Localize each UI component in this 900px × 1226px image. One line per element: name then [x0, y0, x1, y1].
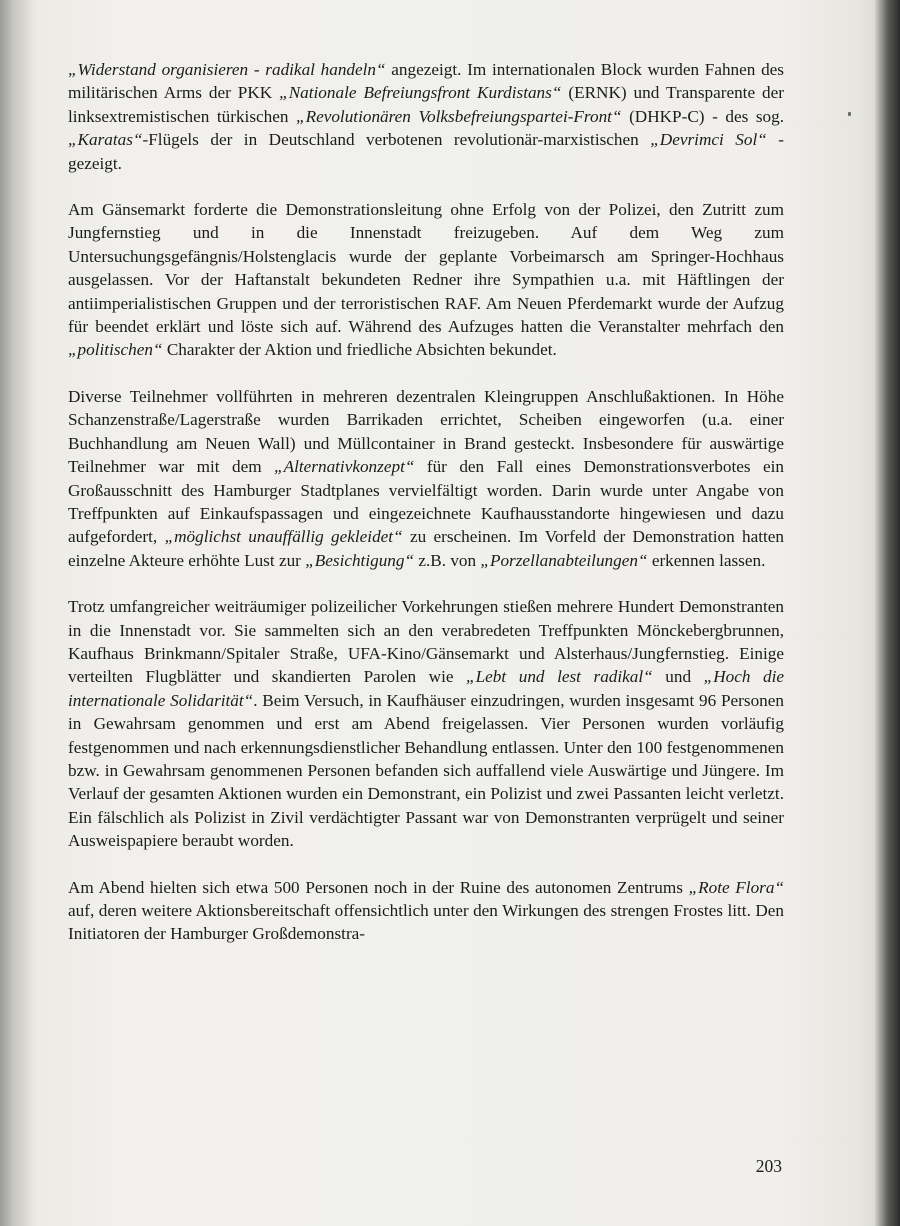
italic-quote: „Lebt und lest radikal“ [466, 667, 653, 687]
page-number: 203 [755, 1156, 782, 1176]
page-edge-shadow [874, 0, 900, 1226]
paragraph-2 [68, 198, 784, 362]
text-run: - gezeigt. [68, 130, 784, 173]
text-run: Diverse Teilnehmer vollführten in mehreren dezentralen Kleingruppen Anschlußaktionen. In Höhe Schanzenstraße/Lagerstraße wurden Barrikaden errichtet, Scheiben eingeworfen (u.a. einer Buchhandlung am Neuen Wall) und Müllcontainer in Brand gesteckt. Insbesondere für auswärtige Teilnehmer war mit dem [68, 386, 784, 477]
text-run: auf, deren weitere Aktionsbereitschaft offensichtlich unter den Wirkungen des strengen Frostes litt. Den Initiatoren der Hamburger Großdemonstra- [68, 901, 784, 944]
italic-quote: „Porzellanabteilungen“ [480, 550, 648, 570]
text-run: . Beim Versuch, in Kaufhäuser einzudringen, wurden insgesamt 96 Personen in Gewahrsam genommen und erst am Abend freigelassen. Vier Personen wurden vorläufig festgenommen und nach erkennungsdienstlicher Behandlung entlassen. Unter den 100 festgenommenen bzw. in Gewahrsam genommenen Personen befanden sich auffallend viele Auswärtige und Jüngere. Im Verlauf der gesamten Aktionen wurden ein Demonstrant, ein Polizist und zwei Passanten leicht verletzt. Ein fälschlich als Polizist in Zivil verdächtigter Passant war von Demonstranten verprügelt und seiner Ausweispapiere beraubt worden. [68, 690, 784, 851]
text-run: -Flügels der in Deutschland verbotenen revolutionär-marxistischen [142, 130, 651, 150]
italic-quote: „Rote Flora“ [688, 877, 785, 897]
text-run: erkennen lassen. [647, 550, 766, 570]
text-run: für den Fall eines Demonstrationsverbotes ein Großausschnitt des Hamburger Stadtplanes vervielfältigt worden. Darin wurde unter Angabe von Treffpunkten auf Einkaufspassagen und eingezeichnete Kaufhausstandorte hingewiesen und dazu aufgefordert, [68, 457, 784, 547]
body-text [68, 58, 784, 969]
text-run: (ERNK) und Transparente der linksextremistischen türkischen [68, 83, 784, 126]
italic-quote: „möglichst unauffällig gekleidet“ [164, 527, 403, 547]
italic-quote: „politischen“ [68, 340, 163, 360]
text-run: Am Abend hielten sich etwa 500 Personen noch in der Ruine des autonomen Zentrums [68, 877, 689, 897]
text-run: Am Gänsemarkt forderte die Demonstrationsleitung ohne Erfolg von der Polizei, den Zutritt zum Jungfernstieg und in die Innenstadt freizugeben. Auf dem Weg zum Untersuchungsgefängnis/Holstenglacis wurde der geplante Vorbeimarsch am Springer-Hochhaus ausgelassen. Vor der Haftanstalt bekundeten Redner ihre Sympathien u.a. mit Häftlingen der antiimperialistischen Gruppen und der terroristischen RAF. Am Neuen Pferdemarkt wurde der Aufzug für beendet erklärt und löste sich auf. Während des Aufzuges hatten die Veranstalter mehrfach den [68, 200, 784, 337]
italic-quote: „Revolutionären Volksbefreiungspartei-Front“ [296, 106, 622, 126]
italic-quote: „Besichtigung“ [305, 550, 415, 570]
text-run: und [652, 667, 704, 687]
text-run: angezeigt. Im internationalen Block wurden Fahnen des militärischen Arms der PKK [68, 60, 784, 103]
print-speck [848, 112, 851, 116]
italic-quote: „Karatas“ [68, 130, 143, 150]
italic-quote: „Nationale Befreiungsfront Kurdistans“ [279, 83, 562, 103]
paragraph-3 [68, 385, 784, 572]
text-run: z.B. von [414, 550, 481, 570]
italic-quote: „Alternativkonzept“ [274, 457, 415, 477]
paragraph-5 [68, 876, 784, 946]
text-run: zu erscheinen. Im Vorfeld der Demonstration hatten einzelne Akteure erhöhte Lust zur [68, 527, 785, 570]
italic-quote: „Widerstand organisieren - radikal handeln“ [68, 60, 386, 79]
text-run: Trotz umfangreicher weiträumiger polizeilicher Vorkehrungen stießen mehrere Hundert Demonstranten in die Innenstadt vor. Sie sammelten sich an den verabredeten Treffpunkten Mönckebergbrunnen, Kaufhaus Brinkmann/Spitaler Straße, UFA-Kino/Gänsemarkt und Alsterhaus/Jungfernstieg. Einige verteilten Flugblätter und skandierten Parolen wie [68, 597, 784, 687]
paragraph-4 [68, 595, 784, 852]
text-run: Charakter der Aktion und friedliche Absichten bekundet. [162, 340, 557, 360]
italic-quote: „Devrimci Sol“ [650, 130, 767, 150]
paragraph-1 [68, 58, 784, 175]
text-run: (DHKP-C) - des sog. [621, 106, 784, 126]
binding-shadow [0, 0, 34, 1226]
italic-quote: „Hoch die internationale Solidarität“ [68, 667, 784, 710]
